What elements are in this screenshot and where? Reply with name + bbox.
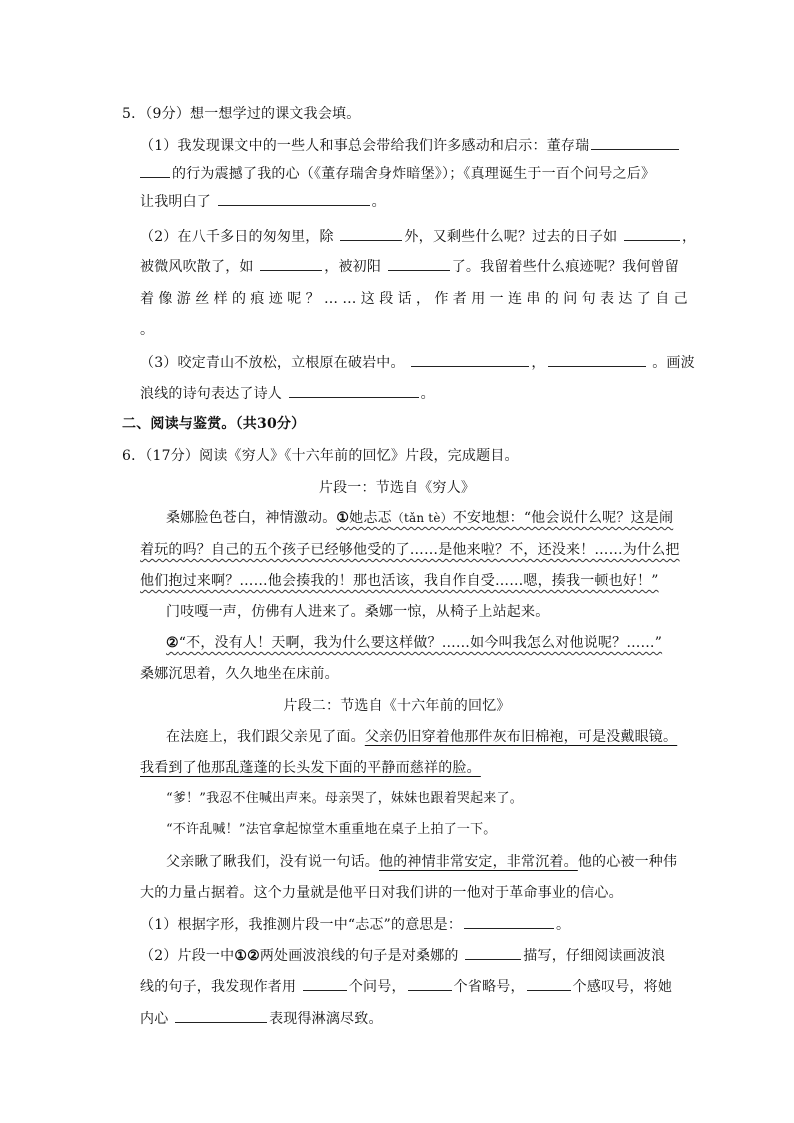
q6-sub1: （1）根据字形，我推测片段一中“忐忑”的意思是： 。 (140, 914, 570, 935)
excerpt-1-line4: 门吱嘎一声，仿佛有人进来了。桑娜一惊，从椅子上站起来。 (166, 604, 550, 620)
q6-sub2-line1: （2）片段一中①②两处画波浪线的句子是对桑娜的 描写，仔细阅读画波浪 (140, 945, 665, 966)
q6-blank-ellipsis-count[interactable] (408, 976, 452, 991)
q5-blank-4[interactable] (624, 226, 680, 241)
excerpt-1-line6: 桑娜沉思着，久久地坐在床前。 (140, 666, 339, 682)
q5-p3-line2: 浪线的诗句表达了诗人 。 (140, 383, 435, 404)
q5-header: 5．（9分）想一想学过的课文我会填。 (122, 106, 361, 122)
q6-blank-meaning[interactable] (464, 914, 554, 929)
excerpt-2-line3: “爹！”我忍不住喊出声来。母亲哭了，妹妹也跟着哭起来了。 (166, 791, 523, 806)
q6-blank-description[interactable] (465, 945, 521, 960)
excerpt-1-title: 片段一：节选自《穷人》 (318, 480, 476, 496)
q5-blank-2[interactable] (218, 191, 370, 206)
section-2-title: 二、阅读与鉴赏。（共30分） (122, 416, 306, 432)
q5-p2-line2: 被微风吹散了，如 ，被初阳 了。我留着些什么痕迹呢？我何曾留 (140, 256, 679, 277)
q6-blank-inner[interactable] (175, 1008, 267, 1023)
q5-p2-line1: （2）在八千多日的匆匆里，除 外，又剩些什么呢？过去的日子如 ， (140, 226, 696, 247)
q5-blank-8[interactable] (548, 352, 646, 367)
q5-p1-line1: （1）我发现课文中的一些人和事总会带给我们许多感动和启示：董存瑞 (140, 135, 681, 156)
q5-p1-line3: 让我明白了 。 (140, 191, 386, 212)
q6-header: 6．（17分）阅读《穷人》《十六年前的回忆》片段，完成题目。 (122, 448, 519, 464)
q5-blank-3[interactable] (340, 226, 402, 241)
excerpt-2-line1: 在法庭上，我们跟父亲见了面。父亲仍旧穿着他那件灰布旧棉袍，可是没戴眼镜。 (166, 729, 678, 745)
excerpt-2-title: 片段二：节选自《十六年前的回忆》 (283, 698, 511, 714)
q5-p2-line3: 着像游丝样的痕迹呢？……这段话，作者用一连串的问句表达了自己 (140, 291, 692, 307)
q6-sub2-line3: 内心 表现得淋漓尽致。 (140, 1008, 383, 1029)
excerpt-1-line1: 桑娜脸色苍白，神情激动。①她忐忑（tǎn tè）不安地想：“他会说什么呢？这是闹 (166, 510, 674, 526)
excerpt-2-line6: 大的力量占据着。这个力量就是他平日对我们讲的一他对于革命事业的信心。 (140, 885, 623, 901)
q5-blank-1[interactable] (591, 135, 679, 150)
q6-blank-question-count[interactable] (303, 976, 347, 991)
q5-blank-9[interactable] (289, 383, 419, 398)
q6-sub2-line2: 线的句子，我发现作者用 个问号， 个省略号， 个感叹号，将她 (140, 976, 672, 997)
excerpt-1-line2: 着玩的吗？自己的五个孩子已经够他受的了……是他来啦？不，还没来！……为什么把 (140, 542, 680, 558)
q5-p2-line4: 。 (140, 322, 155, 338)
q5-blank-5[interactable] (260, 256, 322, 271)
excerpt-1-line3: 他们抱过来啊？……他会揍我的！那也活该，我自作自受……嗯，揍我一顿也好！” (140, 573, 659, 589)
excerpt-2-line4: “不许乱喊！”法官拿起惊堂木重重地在桌子上拍了一下。 (166, 822, 497, 837)
q5-p3-line1: （3）咬定青山不放松，立根原在破岩中。 ， 。画波 (140, 352, 695, 373)
q6-blank-exclaim-count[interactable] (527, 976, 571, 991)
q5-p1-line2: 的行为震撼了我的心（《董存瑞舍身炸暗堡》）；《真理诞生于一百个问号之后》 (140, 163, 655, 184)
q5-blank-1-cont[interactable] (140, 163, 170, 178)
q5-blank-6[interactable] (388, 256, 450, 271)
excerpt-2-line2: 我看到了他那乱蓬蓬的长头发下面的平静而慈祥的脸。 (140, 760, 481, 776)
excerpt-1-line5: ②“不，没有人！天啊，我为什么要这样做？……如今叫我怎么对他说呢？……” (166, 635, 663, 651)
excerpt-2-line5: 父亲瞅了瞅我们，没有说一句话。他的神情非常安定，非常沉着。他的心被一种伟 (166, 854, 678, 870)
q5-blank-7[interactable] (411, 352, 529, 367)
